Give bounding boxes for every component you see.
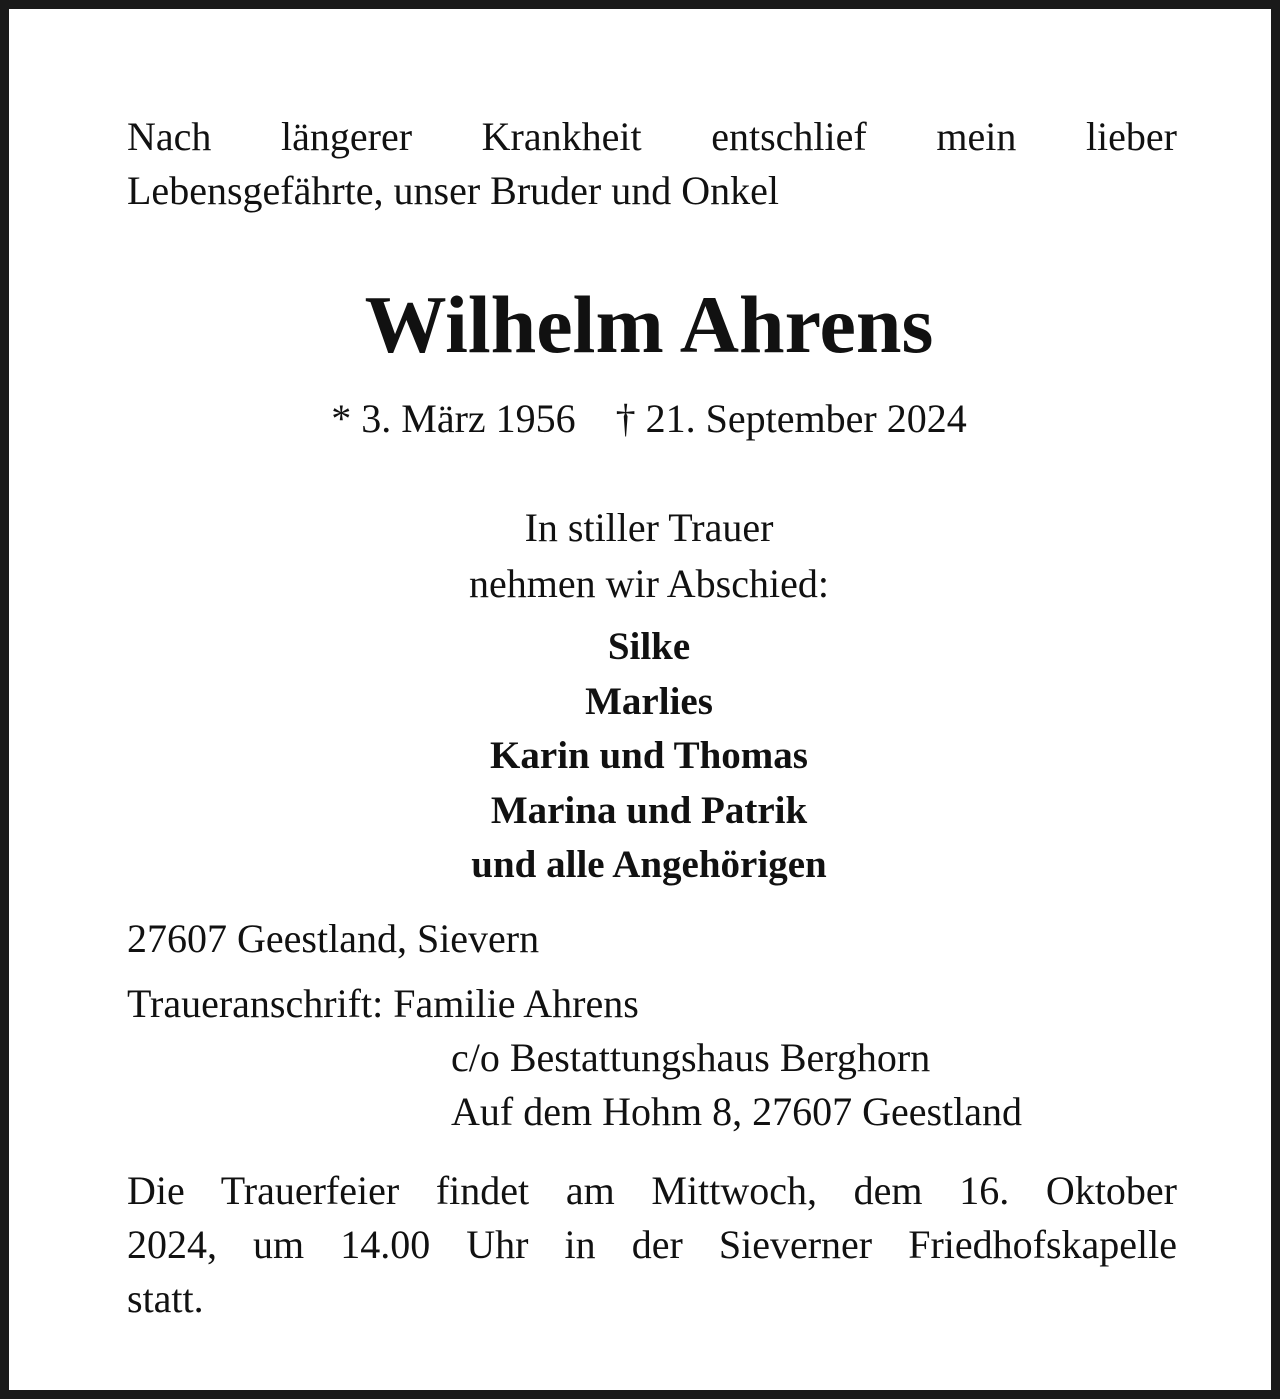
ceremony-line-1: Die Trauerfeier findet am Mittwoch, dem 16. Oktober	[127, 1168, 1177, 1213]
place-line: 27607 Geestland, Sievern	[127, 916, 540, 961]
mourning-line-2: nehmen wir Abschied:	[469, 561, 829, 606]
address-line-2: c/o Bestattungshaus Berghorn	[451, 1035, 931, 1080]
address-line-3: Auf dem Hohm 8, 27607 Geestland	[451, 1089, 1023, 1134]
family-member: Marlies	[585, 679, 713, 723]
mourning-address	[127, 977, 1022, 1139]
family-member: Karin und Thomas	[490, 734, 808, 777]
life-dates	[9, 393, 1280, 445]
family-member: und alle Angehörigen	[471, 843, 827, 886]
ceremony-text	[127, 1164, 1177, 1326]
family-member: Silke	[607, 625, 691, 668]
mourning-line-1: In stiller Trauer	[524, 505, 774, 550]
address-line-1: Familie Ahrens	[393, 981, 639, 1026]
family-member: Marina und Patrik	[490, 788, 808, 832]
address-label: Traueranschrift:	[127, 981, 384, 1026]
intro-line-1: Nach längerer Krankheit entschlief mein lieber	[127, 114, 1177, 159]
mourning-text	[9, 500, 1280, 612]
birth-date: * 3. März 1956	[331, 396, 576, 441]
intro-text	[127, 110, 1177, 218]
family-list	[9, 620, 1280, 893]
ceremony-line-2: 2024, um 14.00 Uhr in der Sieverner Friedhofskapelle	[127, 1222, 1177, 1267]
death-date: † 21. September 2024	[615, 396, 967, 441]
intro-line-2: Lebensgefährte, unser Bruder und Onkel	[127, 168, 779, 213]
deceased-name: Wilhelm Ahrens	[364, 279, 934, 370]
ceremony-line-3: statt.	[127, 1276, 204, 1321]
